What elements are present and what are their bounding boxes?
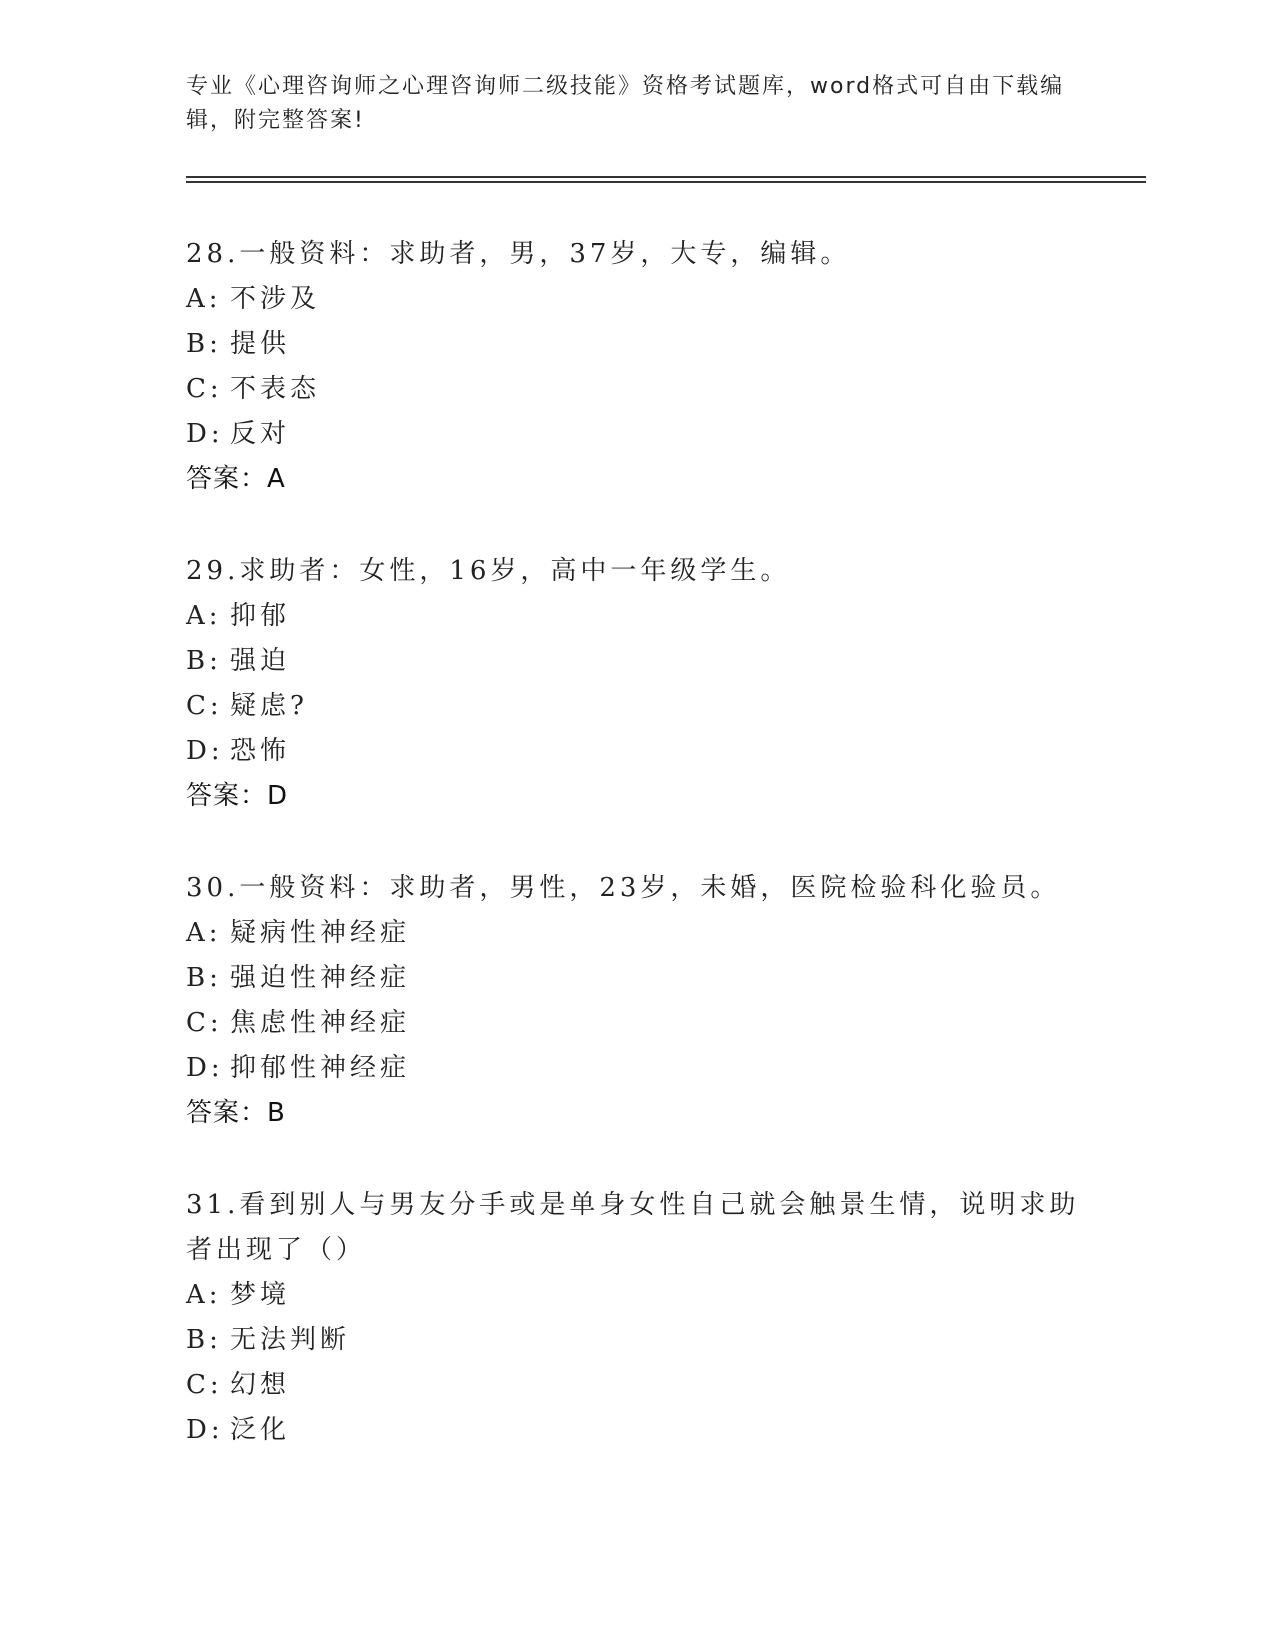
answer-text: 答案：B [186,1098,286,1128]
option-a [186,594,1086,639]
question-stem: 29.求助者：女性，16岁，高中一年级学生。 [186,556,791,586]
document-header: 专业《心理咨询师之心理咨询师二级技能》资格考试题库，word格式可自由下载编辑，附完整答案! [186,74,1065,133]
option-letter: B: [186,1325,222,1355]
question-31 [186,1183,1086,1453]
option-letter: D: [186,1053,224,1083]
option-d [186,1408,1086,1453]
question-29 [186,549,1086,819]
option-text: 疑病性神经症 [230,918,411,948]
question-stem: 30.一般资料：求助者，男性，23岁，未婚，医院检验科化验员。 [186,873,1061,903]
option-c [186,684,1086,729]
option-text: 提供 [230,329,291,359]
question-stem: 31.看到别人与男友分手或是单身女性自己就会触景生情，说明求助者出现了（） [186,1190,1080,1265]
question-stem: 28.一般资料：求助者，男，37岁，大专，编辑。 [186,239,851,269]
option-b [186,956,1086,1001]
option-letter: C: [186,691,223,721]
option-letter: D: [186,419,224,449]
option-letter: C: [186,1370,223,1400]
option-c [186,1363,1086,1408]
option-b [186,322,1086,367]
option-d [186,1046,1086,1091]
option-letter: D: [186,1415,224,1445]
option-letter: B: [186,646,222,676]
question-28 [186,232,1086,502]
option-letter: A: [186,601,222,631]
option-d [186,729,1086,774]
option-text: 反对 [230,419,291,449]
option-letter: A: [186,918,222,948]
option-letter: D: [186,736,224,766]
option-text: 梦境 [230,1280,291,1310]
option-letter: B: [186,963,222,993]
option-letter: B: [186,329,222,359]
option-text: 无法判断 [230,1325,351,1355]
option-d [186,412,1086,457]
option-text: 不表态 [230,374,321,404]
option-letter: C: [186,374,223,404]
option-text: 焦虑性神经症 [230,1008,411,1038]
option-text: 抑郁性神经症 [230,1053,411,1083]
option-text: 恐怖 [230,736,291,766]
option-c [186,1001,1086,1046]
option-text: 强迫性神经症 [230,963,411,993]
answer-text: 答案：D [186,781,289,811]
option-text: 泛化 [230,1415,291,1445]
option-text: 抑郁 [230,601,291,631]
option-text: 幻想 [230,1370,291,1400]
option-b [186,639,1086,684]
option-letter: C: [186,1008,223,1038]
header-divider-top [186,176,1146,178]
question-30 [186,866,1086,1136]
option-a [186,911,1086,956]
option-letter: A: [186,284,222,314]
option-b [186,1318,1086,1363]
option-a [186,277,1086,322]
option-text: 疑虑? [230,691,308,721]
option-text: 强迫 [230,646,291,676]
option-letter: A: [186,1280,222,1310]
option-a [186,1273,1086,1318]
answer-text: 答案：A [186,464,286,494]
header-divider-bottom [186,181,1146,183]
option-text: 不涉及 [230,284,321,314]
option-c [186,367,1086,412]
